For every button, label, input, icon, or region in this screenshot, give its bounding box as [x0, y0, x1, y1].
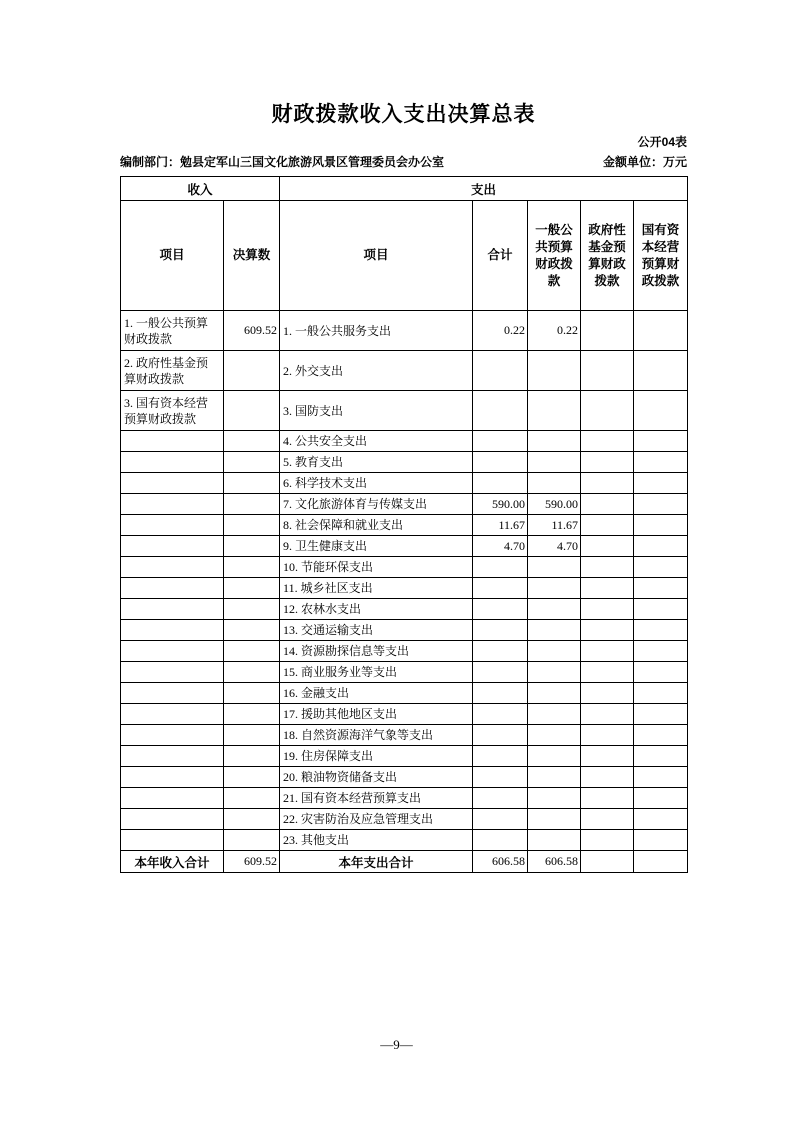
exp-gov-fund-cell	[581, 725, 634, 746]
amount-unit-label: 金额单位：万元	[602, 155, 687, 169]
table-row	[121, 788, 688, 809]
exp-gov-fund-cell	[581, 494, 634, 515]
exp-gov-fund-cell	[581, 704, 634, 725]
group-header-row	[121, 177, 688, 201]
income-amount-cell	[224, 515, 280, 536]
exp-total-cell	[473, 725, 528, 746]
income-amount-cell	[224, 704, 280, 725]
exp-item-cell: 16. 金融支出	[280, 683, 473, 704]
table-row	[121, 599, 688, 620]
income-item-cell	[121, 536, 224, 557]
exp-state-capital-cell	[634, 641, 688, 662]
exp-general-cell	[528, 452, 581, 473]
exp-state-capital-cell	[634, 767, 688, 788]
exp-item-cell: 13. 交通运输支出	[280, 620, 473, 641]
income-amount-cell	[224, 473, 280, 494]
income-item-cell	[121, 452, 224, 473]
exp-total-cell	[473, 830, 528, 851]
income-amount-cell: 609.52	[224, 311, 280, 351]
table-row	[121, 536, 688, 557]
table-row	[121, 704, 688, 725]
income-item-cell	[121, 830, 224, 851]
exp-state-capital-cell	[634, 391, 688, 431]
table-row	[121, 683, 688, 704]
exp-total-cell	[473, 767, 528, 788]
income-amount-cell	[224, 557, 280, 578]
exp-item-cell: 10. 节能环保支出	[280, 557, 473, 578]
income-item-cell	[121, 788, 224, 809]
exp-general-cell	[528, 725, 581, 746]
exp-total-cell	[473, 788, 528, 809]
table-row	[121, 473, 688, 494]
income-item-cell	[121, 578, 224, 599]
table-row	[121, 431, 688, 452]
exp-total-cell	[473, 599, 528, 620]
exp-state-capital-cell	[634, 683, 688, 704]
income-item-cell	[121, 704, 224, 725]
exp-item-cell: 6. 科学技术支出	[280, 473, 473, 494]
exp-general-public-header: 一般公共预算财政拨款	[528, 201, 581, 311]
exp-total-general-public: 606.58	[528, 851, 581, 873]
exp-item-cell: 11. 城乡社区支出	[280, 578, 473, 599]
exp-general-cell	[528, 662, 581, 683]
exp-general-cell	[528, 473, 581, 494]
exp-total-cell	[473, 704, 528, 725]
income-item-cell: 3. 国有资本经营预算财政拨款	[121, 391, 224, 431]
exp-total-cell	[473, 620, 528, 641]
prepared-by-label: 编制部门：勉县定军山三国文化旅游风景区管理委员会办公室	[120, 155, 445, 169]
exp-item-cell: 12. 农林水支出	[280, 599, 473, 620]
income-amount-cell	[224, 620, 280, 641]
exp-gov-fund-cell	[581, 536, 634, 557]
exp-gov-fund-cell	[581, 473, 634, 494]
exp-item-cell: 1. 一般公共服务支出	[280, 311, 473, 351]
exp-state-capital-cell	[634, 494, 688, 515]
exp-gov-fund-cell	[581, 391, 634, 431]
exp-item-cell: 4. 公共安全支出	[280, 431, 473, 452]
table-row	[121, 578, 688, 599]
expenditure-group-header: 支出	[280, 177, 688, 201]
exp-gov-fund-cell	[581, 620, 634, 641]
exp-item-cell: 19. 住房保障支出	[280, 746, 473, 767]
income-amount-cell	[224, 725, 280, 746]
exp-item-cell: 15. 商业服务业等支出	[280, 662, 473, 683]
exp-general-cell	[528, 578, 581, 599]
exp-gov-fund-cell	[581, 830, 634, 851]
exp-total-state-capital	[634, 851, 688, 873]
exp-state-capital-cell	[634, 725, 688, 746]
table-row	[121, 351, 688, 391]
exp-item-cell: 22. 灾害防治及应急管理支出	[280, 809, 473, 830]
exp-state-capital-cell	[634, 431, 688, 452]
exp-state-capital-cell	[634, 704, 688, 725]
exp-total-gov-fund	[581, 851, 634, 873]
income-total-amount: 609.52	[224, 851, 280, 873]
table-row	[121, 830, 688, 851]
exp-gov-fund-cell	[581, 311, 634, 351]
exp-gov-fund-cell	[581, 515, 634, 536]
document-page	[120, 0, 687, 873]
exp-total-cell	[473, 683, 528, 704]
table-row	[121, 557, 688, 578]
income-item-cell	[121, 746, 224, 767]
exp-state-capital-cell	[634, 599, 688, 620]
table-row	[121, 809, 688, 830]
income-amount-cell	[224, 351, 280, 391]
exp-item-header: 项目	[280, 201, 473, 311]
income-item-cell	[121, 641, 224, 662]
income-amount-cell	[224, 391, 280, 431]
exp-gov-fund-cell	[581, 767, 634, 788]
exp-total-cell	[473, 452, 528, 473]
income-item-cell: 2. 政府性基金预算财政拨款	[121, 351, 224, 391]
exp-gov-fund-header: 政府性基金预算财政拨款	[581, 201, 634, 311]
exp-state-capital-cell	[634, 557, 688, 578]
exp-item-cell: 2. 外交支出	[280, 351, 473, 391]
exp-gov-fund-cell	[581, 683, 634, 704]
exp-total-cell	[473, 641, 528, 662]
exp-total-label: 本年支出合计	[280, 851, 473, 873]
exp-state-capital-cell	[634, 311, 688, 351]
table-row	[121, 746, 688, 767]
exp-general-cell: 590.00	[528, 494, 581, 515]
table-row	[121, 515, 688, 536]
income-amount-cell	[224, 746, 280, 767]
exp-state-capital-cell	[634, 809, 688, 830]
table-meta-row	[120, 155, 687, 170]
exp-general-cell: 4.70	[528, 536, 581, 557]
exp-total-cell	[473, 557, 528, 578]
exp-general-cell	[528, 746, 581, 767]
table-row	[121, 311, 688, 351]
exp-total-cell	[473, 351, 528, 391]
exp-general-cell	[528, 830, 581, 851]
column-header-row	[121, 201, 688, 311]
exp-total-cell	[473, 746, 528, 767]
exp-gov-fund-cell	[581, 599, 634, 620]
income-item-cell	[121, 599, 224, 620]
exp-gov-fund-cell	[581, 452, 634, 473]
exp-gov-fund-cell	[581, 788, 634, 809]
income-group-header: 收入	[121, 177, 280, 201]
table-row	[121, 391, 688, 431]
exp-state-capital-cell	[634, 473, 688, 494]
exp-general-cell	[528, 351, 581, 391]
exp-item-cell: 21. 国有资本经营预算支出	[280, 788, 473, 809]
income-item-cell	[121, 662, 224, 683]
exp-gov-fund-cell	[581, 641, 634, 662]
exp-general-cell	[528, 641, 581, 662]
income-item-cell	[121, 809, 224, 830]
income-amount-cell	[224, 683, 280, 704]
income-amount-cell	[224, 452, 280, 473]
exp-general-cell: 11.67	[528, 515, 581, 536]
exp-item-cell: 23. 其他支出	[280, 830, 473, 851]
income-amount-cell	[224, 809, 280, 830]
income-amount-cell	[224, 599, 280, 620]
exp-item-cell: 3. 国防支出	[280, 391, 473, 431]
exp-gov-fund-cell	[581, 431, 634, 452]
table-row	[121, 620, 688, 641]
exp-general-cell	[528, 599, 581, 620]
exp-state-capital-cell	[634, 351, 688, 391]
exp-total-cell	[473, 662, 528, 683]
exp-total-header: 合计	[473, 201, 528, 311]
exp-state-capital-cell	[634, 830, 688, 851]
income-item-cell	[121, 620, 224, 641]
income-amount-cell	[224, 767, 280, 788]
exp-total-cell: 0.22	[473, 311, 528, 351]
exp-gov-fund-cell	[581, 578, 634, 599]
exp-general-cell	[528, 704, 581, 725]
income-item-cell	[121, 683, 224, 704]
exp-item-cell: 17. 援助其他地区支出	[280, 704, 473, 725]
income-total-label: 本年收入合计	[121, 851, 224, 873]
total-row	[121, 851, 688, 873]
exp-general-cell	[528, 557, 581, 578]
exp-state-capital-cell	[634, 536, 688, 557]
page-title: 财政拨款收入支出决算总表	[271, 103, 536, 126]
exp-total-cell: 590.00	[473, 494, 528, 515]
page-number: —9—	[380, 1037, 413, 1052]
exp-state-capital-cell	[634, 578, 688, 599]
exp-item-cell: 7. 文化旅游体育与传媒支出	[280, 494, 473, 515]
income-amount-cell	[224, 788, 280, 809]
exp-state-capital-cell	[634, 515, 688, 536]
table-body	[121, 311, 688, 851]
exp-total-amount: 606.58	[473, 851, 528, 873]
exp-gov-fund-cell	[581, 351, 634, 391]
exp-total-cell	[473, 473, 528, 494]
income-item-header: 项目	[121, 201, 224, 311]
exp-total-cell	[473, 578, 528, 599]
exp-total-cell: 11.67	[473, 515, 528, 536]
income-item-cell	[121, 494, 224, 515]
exp-general-cell: 0.22	[528, 311, 581, 351]
income-item-cell	[121, 515, 224, 536]
income-item-cell	[121, 725, 224, 746]
exp-total-cell	[473, 809, 528, 830]
income-item-cell	[121, 473, 224, 494]
exp-total-cell	[473, 431, 528, 452]
income-item-cell	[121, 767, 224, 788]
income-amount-cell	[224, 431, 280, 452]
exp-item-cell: 20. 粮油物资储备支出	[280, 767, 473, 788]
table-row	[121, 641, 688, 662]
income-amount-cell	[224, 662, 280, 683]
exp-general-cell	[528, 431, 581, 452]
income-amount-cell	[224, 536, 280, 557]
income-amount-cell	[224, 578, 280, 599]
exp-general-cell	[528, 767, 581, 788]
exp-total-cell: 4.70	[473, 536, 528, 557]
income-item-cell	[121, 557, 224, 578]
exp-item-cell: 5. 教育支出	[280, 452, 473, 473]
income-amount-cell	[224, 494, 280, 515]
exp-state-capital-cell	[634, 662, 688, 683]
exp-general-cell	[528, 788, 581, 809]
exp-item-cell: 18. 自然资源海洋气象等支出	[280, 725, 473, 746]
income-amount-header: 决算数	[224, 201, 280, 311]
income-amount-cell	[224, 830, 280, 851]
table-code-label: 公开04表	[637, 135, 687, 149]
exp-general-cell	[528, 620, 581, 641]
table-row	[121, 494, 688, 515]
exp-gov-fund-cell	[581, 746, 634, 767]
exp-state-capital-cell	[634, 620, 688, 641]
budget-final-accounts-table	[120, 176, 688, 873]
income-item-cell: 1. 一般公共预算财政拨款	[121, 311, 224, 351]
exp-state-capital-cell	[634, 746, 688, 767]
income-amount-cell	[224, 641, 280, 662]
table-row	[121, 725, 688, 746]
exp-item-cell: 14. 资源勘探信息等支出	[280, 641, 473, 662]
table-row	[121, 662, 688, 683]
exp-item-cell: 9. 卫生健康支出	[280, 536, 473, 557]
exp-gov-fund-cell	[581, 809, 634, 830]
exp-general-cell	[528, 683, 581, 704]
exp-gov-fund-cell	[581, 662, 634, 683]
exp-state-capital-cell	[634, 788, 688, 809]
exp-state-capital-header: 国有资本经营预算财政拨款	[634, 201, 688, 311]
exp-state-capital-cell	[634, 452, 688, 473]
exp-item-cell: 8. 社会保障和就业支出	[280, 515, 473, 536]
exp-total-cell	[473, 391, 528, 431]
exp-general-cell	[528, 809, 581, 830]
table-row	[121, 452, 688, 473]
exp-general-cell	[528, 391, 581, 431]
income-item-cell	[121, 431, 224, 452]
exp-gov-fund-cell	[581, 557, 634, 578]
table-row	[121, 767, 688, 788]
